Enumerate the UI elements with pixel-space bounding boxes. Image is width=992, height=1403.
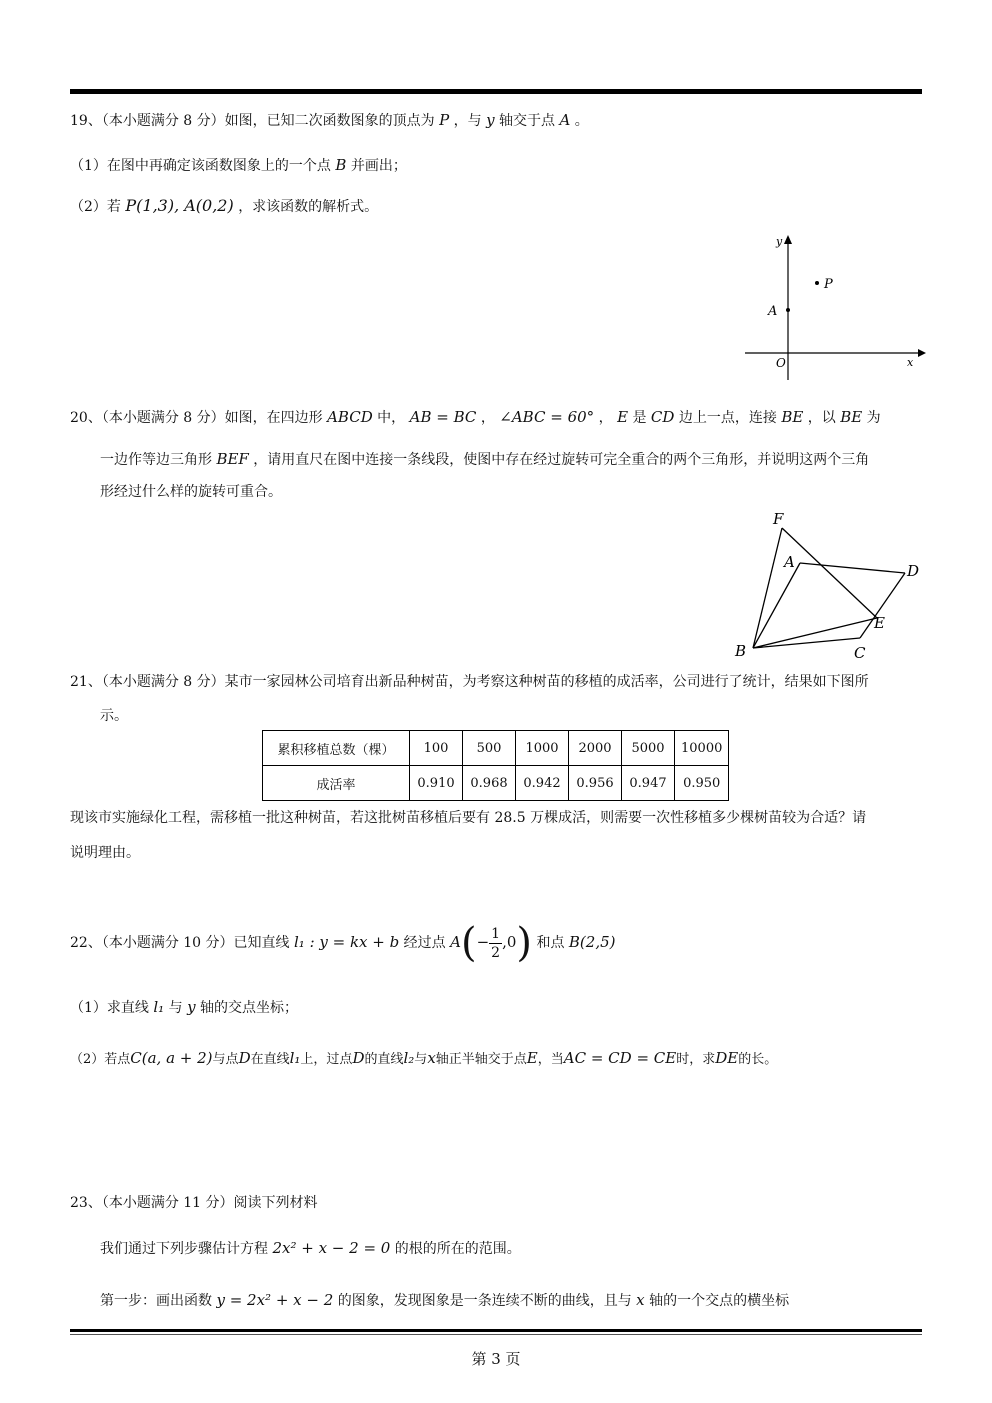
q22-part2-text-d: 上，过点 xyxy=(300,1052,353,1067)
q22-part2-text-f: 与 xyxy=(414,1052,428,1067)
q20-text-b: 中， xyxy=(377,410,406,426)
right-paren: ) xyxy=(516,920,532,966)
q23-text-2a: 我们通过下列步骤估计方程 xyxy=(100,1241,268,1257)
q23-text-3c: 轴的一个交点的横坐标 xyxy=(649,1293,790,1309)
point-p-label: P xyxy=(824,277,833,292)
q22-part2-d: D xyxy=(238,1049,251,1067)
q20-abcd: ABCD xyxy=(327,408,373,426)
q22-part2-de: DE xyxy=(715,1049,739,1067)
table-cell: 2000 xyxy=(569,731,622,766)
footer-rule-thin xyxy=(70,1334,922,1335)
q22-part2-eq: AC = CD = CE xyxy=(563,1049,677,1067)
q23-equation: 2x² + x − 2 = 0 xyxy=(272,1239,391,1257)
point-a xyxy=(786,308,790,312)
q23-function: y = 2x² + x − 2 xyxy=(216,1291,334,1309)
q21-stem-2 xyxy=(100,706,128,726)
q19-figure xyxy=(740,230,930,390)
segment-bf xyxy=(753,528,782,648)
q20-be-2: BE xyxy=(840,408,863,426)
q20-ab-bc: AB = BC xyxy=(409,408,477,426)
q23-text-2b: 的根的所在的范围。 xyxy=(394,1241,521,1257)
q22-part2-c: C(a, a + 2) xyxy=(130,1049,213,1067)
q22-point-b: B(2,5) xyxy=(568,933,616,951)
table-cell: 500 xyxy=(463,731,516,766)
q19-var-b: B xyxy=(335,156,347,174)
segment-ad xyxy=(800,563,905,573)
q22-minus: − xyxy=(476,933,490,951)
q20-text-3: 形经过什么样的旋转可重合。 xyxy=(100,484,282,500)
q19-var-a: A xyxy=(559,111,571,129)
q20-angle: ∠ABC = 60° xyxy=(499,408,595,426)
table-cell: 0.950 xyxy=(675,766,729,801)
table-cell: 5000 xyxy=(622,731,675,766)
q21-text-1: 21、（本小题满分 8 分）某市一家园林公司培育出新品种树苗，为考察这种树苗的移植的成活率，公司进行了统计，结果如下图所 xyxy=(70,674,869,690)
q21-stem-1 xyxy=(70,672,869,692)
segment-cb xyxy=(753,638,860,648)
q20-stem-1 xyxy=(70,407,881,428)
q21-text-3: 现该市实施绿化工程，需移植一批这种树苗，若这批树苗移植后要有 28.5 万棵成活，则需要一次性移植多少棵树苗较为合适？请 xyxy=(70,810,867,826)
q19-part2-end: ，求该函数的解析式。 xyxy=(238,199,379,215)
table-cell: 100 xyxy=(410,731,463,766)
q22-point-a: A xyxy=(450,933,461,951)
table-cell: 0.947 xyxy=(622,766,675,801)
label-e: E xyxy=(874,614,885,632)
q22-text-b: 经过点 xyxy=(403,935,446,951)
y-arrow-icon xyxy=(784,235,792,244)
q22-part2-a: （2）若点 xyxy=(70,1052,131,1067)
q19-text-2: ，与 xyxy=(453,113,482,129)
q20-text-g: ，以 xyxy=(807,410,836,426)
q20-bef: BEF xyxy=(216,450,249,468)
q23-text-3a: 第一步：画出函数 xyxy=(100,1293,212,1309)
q23-line-3 xyxy=(100,1290,789,1311)
q22-part1-end: 轴的交点坐标； xyxy=(200,1000,299,1016)
x-arrow-icon xyxy=(918,349,926,357)
q19-part1-end: 并画出； xyxy=(350,158,407,174)
q22-stem xyxy=(70,918,616,966)
segment-fe xyxy=(782,528,877,618)
q22-part1-mid: 与 xyxy=(168,1000,183,1016)
q22-line-eq: l₁ : y = kx + b xyxy=(293,933,400,951)
q22-text-a: 22、（本小题满分 10 分）已知直线 xyxy=(70,935,290,951)
point-a-label: A xyxy=(768,304,778,319)
segment-ba xyxy=(753,563,800,648)
q22-part2-l1: l₁ xyxy=(289,1049,301,1067)
q19-text: 19、（本小题满分 8 分）如图，已知二次函数图象的顶点为 xyxy=(70,113,435,129)
table-row xyxy=(263,766,729,801)
q22-part2-text-e: 的直线 xyxy=(364,1052,404,1067)
q23-x: x xyxy=(636,1291,645,1309)
table-cell: 1000 xyxy=(516,731,569,766)
q19-var-y: y xyxy=(486,111,495,129)
page-number: 第 3 页 xyxy=(471,1350,521,1368)
q20-text-e: 是 xyxy=(632,410,647,426)
footer-rule xyxy=(70,1329,922,1332)
q22-part2-l2: l₂ xyxy=(403,1049,415,1067)
q22-part2 xyxy=(70,1048,777,1070)
q20-stem-2 xyxy=(100,449,869,470)
q22-part2-b: 与点 xyxy=(212,1052,239,1067)
q19-part1 xyxy=(70,155,407,176)
q22-fraction xyxy=(489,925,502,962)
q22-part2-x: x xyxy=(427,1049,436,1067)
q19-stem xyxy=(70,110,589,131)
q20-text-2a: 一边作等边三角形 xyxy=(100,452,212,468)
q22-part2-text-g: 轴正半轴交于点 xyxy=(435,1052,527,1067)
q19-var-p: P xyxy=(439,111,450,129)
q19-text-4: 。 xyxy=(574,113,589,129)
table-cell: 10000 xyxy=(675,731,729,766)
table-cell: 0.956 xyxy=(569,766,622,801)
q23-stem xyxy=(70,1193,318,1213)
q19-part1-text: （1）在图中再确定该函数图象上的一个点 xyxy=(70,158,331,174)
table-header-total: 累积移植总数（棵） xyxy=(263,731,410,766)
q19-part2-math: P(1,3), A(0,2) xyxy=(125,196,234,215)
q20-stem-3 xyxy=(100,482,282,502)
q23-text-1: 23、（本小题满分 11 分）阅读下列材料 xyxy=(70,1195,318,1211)
q22-part1-y: y xyxy=(187,998,196,1016)
q20-text-a: 20、（本小题满分 8 分）如图，在四边形 xyxy=(70,410,323,426)
q20-text-f: 边上一点，连接 xyxy=(678,410,777,426)
q20-text-2b: ，请用直尺在图中连接一条线段，使图中存在经过旋转可完全重合的两个三角形，并说明这两个三角 xyxy=(253,452,870,468)
q20-text-d: ， xyxy=(598,410,613,426)
q21-stem-4 xyxy=(70,843,140,863)
q20-text-c: ， xyxy=(480,410,495,426)
q22-part2-d2: D xyxy=(352,1049,365,1067)
header-rule xyxy=(70,89,922,94)
q20-cd: CD xyxy=(650,408,675,426)
point-p xyxy=(815,281,819,285)
q19-part2-text: （2）若 xyxy=(70,199,121,215)
q19-text-3: 轴交于点 xyxy=(499,113,556,129)
q22-part1-l1: l₁ xyxy=(153,998,165,1016)
q21-text-2: 示。 xyxy=(100,708,128,724)
q21-text-4: 说明理由。 xyxy=(70,845,140,861)
q22-part2-text-c: 在直线 xyxy=(250,1052,290,1067)
q19-part2 xyxy=(70,196,378,217)
q23-text-3b: 的图象，发现图象是一条连续不断的曲线，且与 xyxy=(337,1293,632,1309)
table-row xyxy=(263,731,729,766)
left-paren: ( xyxy=(460,920,477,966)
y-axis-label: y xyxy=(776,235,783,248)
q22-text-c: 和点 xyxy=(536,935,565,951)
q20-figure xyxy=(730,508,930,663)
q20-text-h: 为 xyxy=(866,410,881,426)
label-b: B xyxy=(735,642,747,660)
table-cell: 0.910 xyxy=(410,766,463,801)
q22-point-a-rest: ,0 xyxy=(502,933,517,951)
q23-line-2 xyxy=(100,1238,521,1259)
q22-frac-num: 1 xyxy=(491,925,501,942)
q22-frac-den: 2 xyxy=(491,944,501,961)
label-a: A xyxy=(784,553,795,571)
table-header-rate: 成活率 xyxy=(263,766,410,801)
table-cell: 0.942 xyxy=(516,766,569,801)
q20-e: E xyxy=(617,408,629,426)
q22-part2-e: E xyxy=(526,1049,538,1067)
table-cell: 0.968 xyxy=(463,766,516,801)
label-d: D xyxy=(907,562,920,580)
q22-part1 xyxy=(70,997,298,1018)
q22-part2-text-j: 的长。 xyxy=(738,1052,778,1067)
survival-table xyxy=(262,730,729,801)
q22-part1-text: （1）求直线 xyxy=(70,1000,149,1016)
label-f: F xyxy=(773,510,784,528)
x-axis-label: x xyxy=(907,356,914,369)
q21-stem-3 xyxy=(70,808,866,828)
origin-label: O xyxy=(776,356,786,370)
q20-be: BE xyxy=(781,408,804,426)
q22-part2-text-i: 时，求 xyxy=(676,1052,716,1067)
label-c: C xyxy=(854,644,866,662)
q22-part2-text-h: ，当 xyxy=(537,1052,564,1067)
